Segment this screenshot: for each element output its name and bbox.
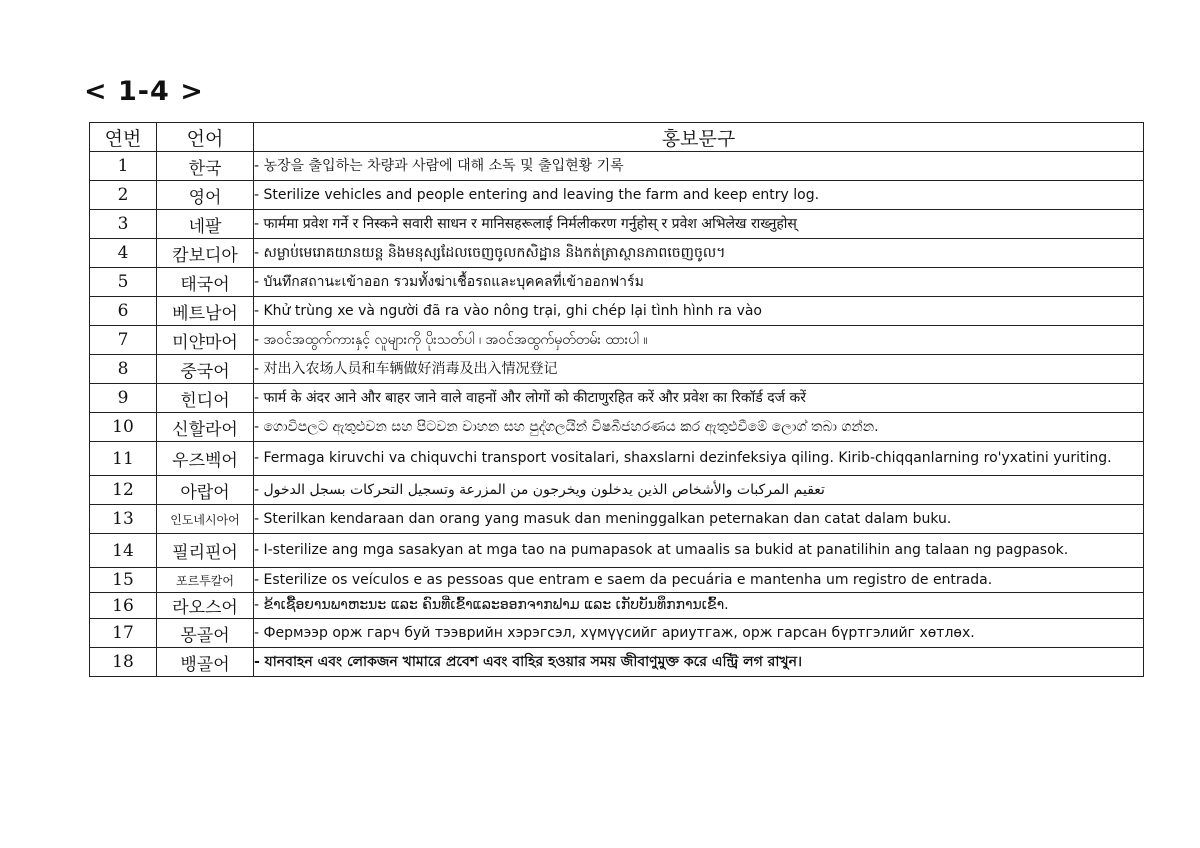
table-row (90, 534, 1144, 568)
row-language: 몽골어 (157, 619, 254, 648)
table-row (90, 239, 1144, 268)
row-text: - फार्ममा प्रवेश गर्ने र निस्कने सवारी साधन र मानिसहरूलाई निर्मलीकरण गर्नुहोस् र प्रवेश अभिलेख राख्नुहोस् (254, 210, 1144, 239)
table-row (90, 476, 1144, 505)
row-text: - ගොවිපලට ඇතුළුවන සහ පිටවන වාහන සහ පුද්ගලයින් විෂබීජහරණය කර ඇතුළුවීමේ ලොග් තබා ගන්න. (254, 413, 1144, 442)
header-no: 연번 (90, 123, 157, 152)
table-row (90, 593, 1144, 619)
row-text: - บันทึกสถานะเข้าออก รวมทั้งฆ่าเชื้อรถและบุคคลที่เข้าออกฟาร์ม (254, 268, 1144, 297)
row-language: 인도네시아어 (157, 505, 254, 534)
table-row (90, 297, 1144, 326)
row-text: - 농장을 출입하는 차량과 사람에 대해 소독 및 출입현황 기록 (254, 152, 1144, 181)
table-row (90, 210, 1144, 239)
row-language: 캄보디아 (157, 239, 254, 268)
table-row (90, 181, 1144, 210)
row-text: - Sterilize vehicles and people entering and leaving the farm and keep entry log. (254, 181, 1144, 210)
row-number: 7 (90, 326, 157, 355)
table-row (90, 326, 1144, 355)
row-language: 아랍어 (157, 476, 254, 505)
row-language: 중국어 (157, 355, 254, 384)
row-language: 태국어 (157, 268, 254, 297)
page-heading: < 1-4 > (84, 76, 204, 107)
row-number: 16 (90, 593, 157, 619)
row-number: 4 (90, 239, 157, 268)
row-text: - Fermaga kiruvchi va chiquvchi transport vositalari, shaxslarni dezinfeksiya qiling. Kirib-chiqqanlarning ro'yxatini yuriting. (254, 442, 1144, 476)
row-number: 6 (90, 297, 157, 326)
row-number: 18 (90, 648, 157, 677)
row-number: 5 (90, 268, 157, 297)
table-row (90, 413, 1144, 442)
row-text: - Khử trùng xe và người đã ra vào nông trại, ghi chép lại tình hình ra vào (254, 297, 1144, 326)
row-number: 1 (90, 152, 157, 181)
row-language: 포르투칼어 (157, 568, 254, 593)
row-language: 우즈벡어 (157, 442, 254, 476)
row-text: - I-sterilize ang mga sasakyan at mga tao na pumapasok at umaalis sa bukid at panatilihin ang talaan ng pagpasok. (254, 534, 1144, 568)
row-number: 15 (90, 568, 157, 593)
row-number: 8 (90, 355, 157, 384)
row-text: - សម្លាប់មេរោគយានយន្ត និងមនុស្សដែលចេញចូលកសិដ្ឋាន និងកត់ត្រាស្ថានភាពចេញចូល។ (254, 239, 1144, 268)
promo-phrase-table (89, 122, 1144, 677)
row-language: 신할라어 (157, 413, 254, 442)
row-number: 3 (90, 210, 157, 239)
row-number: 9 (90, 384, 157, 413)
row-language: 네팔 (157, 210, 254, 239)
header-text: 홍보문구 (254, 123, 1144, 152)
header-language: 언어 (157, 123, 254, 152)
row-number: 14 (90, 534, 157, 568)
row-text: - 对出入农场人员和车辆做好消毒及出入情况登记 (254, 355, 1144, 384)
row-language: 영어 (157, 181, 254, 210)
table-row (90, 505, 1144, 534)
table-row (90, 568, 1144, 593)
row-number: 2 (90, 181, 157, 210)
row-language: 한국 (157, 152, 254, 181)
table-row (90, 152, 1144, 181)
row-text: - যানবাহন এবং লোকজন খামারে প্রবেশ এবং বাহির হওয়ার সময় জীবাণুমুক্ত করে এন্ট্রি লগ রাখুন। (254, 648, 1144, 677)
row-number: 11 (90, 442, 157, 476)
row-language: 라오스어 (157, 593, 254, 619)
row-text: - Фермээр орж гарч буй тээврийн хэрэгсэл, хүмүүсийг ариутгаж, орж гарсан бүртгэлийг хөтлөх. (254, 619, 1144, 648)
row-text: - Sterilkan kendaraan dan orang yang masuk dan meninggalkan peternakan dan catat dalam buku. (254, 505, 1144, 534)
row-number: 13 (90, 505, 157, 534)
row-number: 17 (90, 619, 157, 648)
row-text: - Esterilize os veículos e as pessoas que entram e saem da pecuária e mantenha um registro de entrada. (254, 568, 1144, 593)
row-text: - फार्म के अंदर आने और बाहर जाने वाले वाहनों और लोगों को कीटाणुरहित करें और प्रवेश का रिकॉर्ड दर्ज करें (254, 384, 1144, 413)
row-language: 뱅골어 (157, 648, 254, 677)
row-language: 베트남어 (157, 297, 254, 326)
table-row (90, 442, 1144, 476)
row-language: 필리핀어 (157, 534, 254, 568)
row-text: تعقيم المركبات والأشخاص الذين يدخلون ويخرجون من المزرعة وتسجيل التحركات بسجل الدخول - (254, 476, 1144, 505)
table-row (90, 648, 1144, 677)
row-language: 미얀마어 (157, 326, 254, 355)
row-language: 힌디어 (157, 384, 254, 413)
table-row (90, 355, 1144, 384)
table-row (90, 268, 1144, 297)
table-header-row (90, 123, 1144, 152)
row-number: 12 (90, 476, 157, 505)
row-text: - အဝင်အထွက်ကားနှင့် လူများကို ပိုးသတ်ပါ ၊ အဝင်အထွက်မှတ်တမ်း ထားပါ ။ (254, 326, 1144, 355)
row-text: - ຂ້າເຊື້ອຍານພາຫະນະ ແລະ ຄົນທີ່ເຂົ້າແລະອອກຈາກຟາມ ແລະ ເກັບບັນທຶກການເຂົ້າ. (254, 593, 1144, 619)
row-number: 10 (90, 413, 157, 442)
table-row (90, 384, 1144, 413)
table-row (90, 619, 1144, 648)
